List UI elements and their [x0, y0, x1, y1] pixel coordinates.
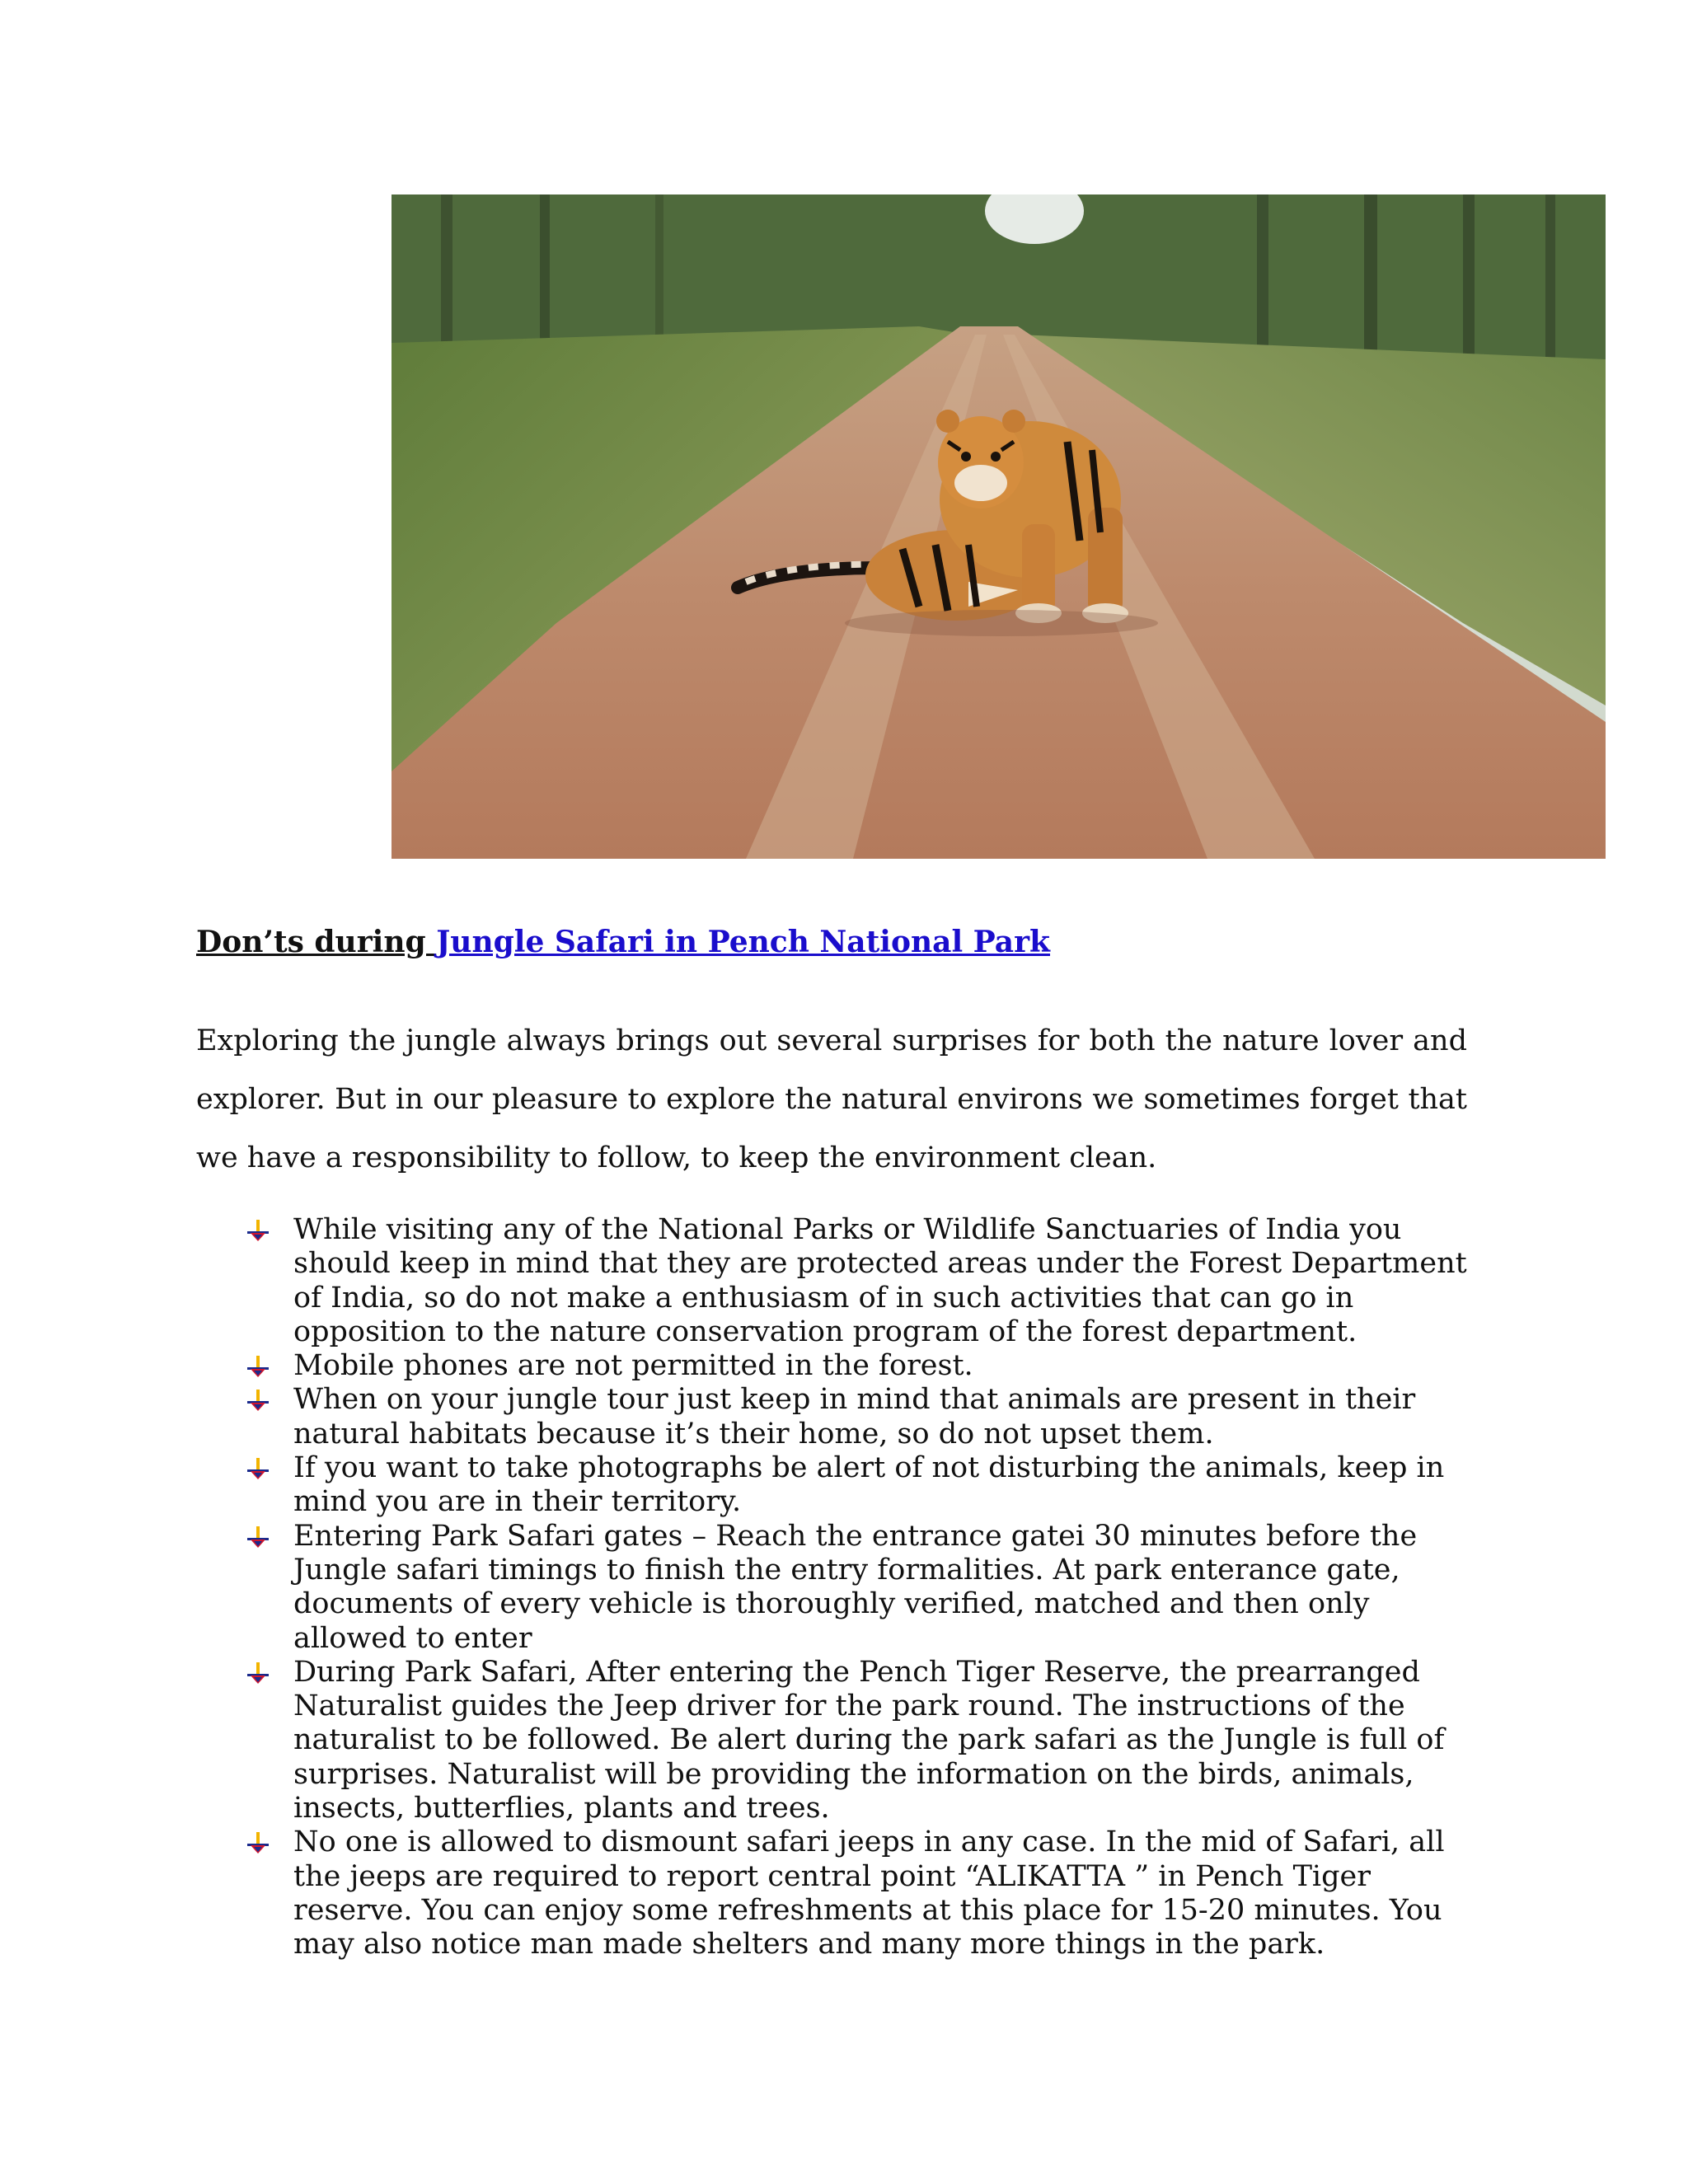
list-item [246, 1520, 1482, 1656]
tiger-on-road-image [392, 194, 1606, 859]
arrow-down-icon [246, 1456, 270, 1481]
list-item-text: Mobile phones are not permitted in the forest. [293, 1349, 973, 1383]
section-heading [196, 925, 1050, 960]
arrow-down-icon [246, 1661, 270, 1685]
arrow-down-icon [246, 1525, 270, 1549]
arrow-down-icon [246, 1830, 270, 1855]
arrow-down-icon [246, 1354, 270, 1379]
list-item [246, 1825, 1482, 1961]
arrow-down-icon [246, 1218, 270, 1243]
list-item-text: If you want to take photographs be alert of not disturbing the animals, keep in mind you are in their territory. [293, 1451, 1445, 1519]
list-item-text: During Park Safari, After entering the Pench Tiger Reserve, the prearranged Naturalist guides the Jeep driver for the park round. The instructions of the naturalist to be followed. Be alert during the park safari as the Jungle is full of surprises. Naturalist will be providing the information on the birds, animals, insects, butterflies, plants and trees. [293, 1655, 1445, 1825]
list-item-text: When on your jungle tour just keep in mind that animals are present in their natural habitats because it’s their home, so do not upset them. [293, 1383, 1416, 1451]
list-item-text: While visiting any of the National Parks or Wildlife Sanctuaries of India you should keep in mind that they are protected areas under the Forest Department of India, so do not make a enthusiasm of in such activities that can go in opposition to the nature conservation program of the forest department. [293, 1213, 1467, 1348]
list-item [246, 1383, 1482, 1451]
donts-list [246, 1213, 1482, 1962]
arrow-down-icon [246, 1388, 270, 1413]
list-item [246, 1451, 1482, 1520]
list-item [246, 1656, 1482, 1825]
intro-paragraph: Exploring the jungle always brings out several surprises for both the nature lover and explorer. But in our pleasure to explore the natural environs we sometimes forget that we have a responsibility to follow, to keep the environment clean. [196, 1024, 1467, 1174]
heading-prefix: Don’ts during [196, 925, 437, 959]
list-item [246, 1349, 1482, 1383]
tiger-photo [392, 194, 1606, 859]
list-item-text: Entering Park Safari gates – Reach the entrance gatei 30 minutes before the Jungle safari timings to finish the entry formalities. At park enterance gate, documents of every vehicle is thoroughly verified, matched and then only allowed to enter [293, 1519, 1418, 1655]
list-item-text: No one is allowed to dismount safari jeeps in any case. In the mid of Safari, all the jeeps are required to report central point “ALIKATTA ” in Pench Tiger reserve. You can enjoy some refreshments at this place for 15-20 minutes. You may also notice man made shelters and many more things in the park. [293, 1825, 1445, 1961]
jungle-safari-link[interactable]: Jungle Safari in Pench National Park [436, 925, 1051, 959]
list-item [246, 1213, 1482, 1349]
